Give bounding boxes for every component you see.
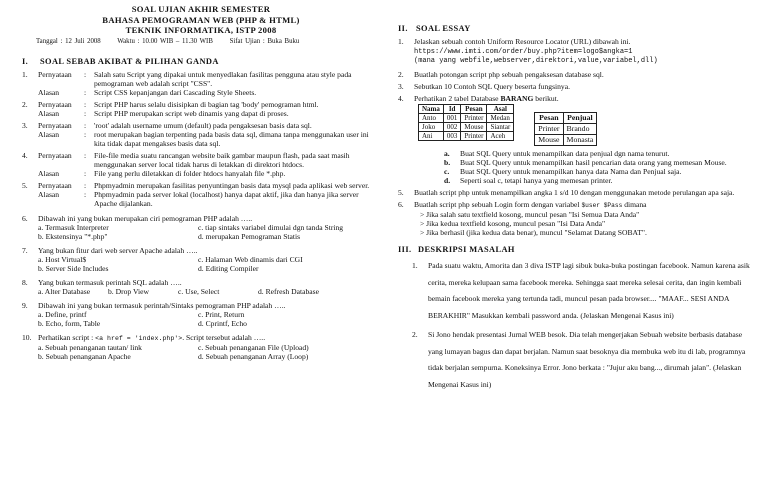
statement-text: File-file media suatu rancangan website baik gambar maupun flash, pada saat masih menggunakan server local tidak harus di letakkan di direktori htdocs. <box>94 150 350 169</box>
url-parts-hint: (mana yang webfile,webserver,direktori,value,variabel,dll) <box>414 57 658 65</box>
exam-nature: Sifat Ujian : Buka Buku <box>229 37 300 45</box>
answer-option: b. Ekstensinya "*.php" <box>38 231 108 241</box>
reason-label: Alasan <box>38 168 60 178</box>
essay-question: 2. Buatlah potongan script php sebuah pengaksesan database sql. <box>398 70 604 79</box>
table-cell: Medan <box>487 114 514 123</box>
case-description <box>412 258 753 324</box>
table-cell: Printer <box>461 132 487 141</box>
table-cell: Anto <box>419 114 444 123</box>
penjual-table <box>534 112 597 146</box>
table-cell: Printer <box>535 124 563 135</box>
sub-question <box>444 167 753 176</box>
answer-option: d. Editing Compiler <box>198 263 259 273</box>
condition-line: > Jika salah satu textfield kosong, muncul pesan "Isi Semua Data Anda" <box>420 210 640 219</box>
section2-heading: II. SOAL ESSAY <box>398 24 471 33</box>
course-title: BAHASA PEMOGRAMAN WEB (PHP & HTML) <box>102 14 300 25</box>
statement-label: Pernyataan <box>38 180 72 190</box>
question-number: 2. <box>22 99 28 109</box>
sub-letter: a. <box>444 149 450 158</box>
table-row <box>419 114 514 123</box>
cause-effect-list <box>22 70 380 208</box>
table-cell: Siantar <box>487 123 514 132</box>
answer-options <box>38 310 380 328</box>
table-cell: 003 <box>443 132 461 141</box>
question-text: Dibawah ini yang bukan termasuk perintah/Sintaks pemograman PHP adalah ….. <box>38 300 286 310</box>
statement-question: 3. Pernyataan : 'root' adalah username umum (default) pada pengaksesan basis data sql. Alasan : root merupakan bagian terpenting pada basis data sql, dimana tanpa menggunakan user ini kita tidak dapat mengakses basis data sql. <box>22 121 380 148</box>
column-header: Asal <box>487 105 514 114</box>
statement-text: 'root' adalah username umum (default) pada pengaksesan basis data sql. <box>94 120 312 130</box>
section1-heading: I. SOAL SEBAB AKIBAT & PILIHAN GANDA <box>22 56 219 66</box>
answer-option: a. Host Virtual$ <box>38 254 87 264</box>
column-header: Nama <box>419 105 444 114</box>
answer-option: d. Cprintf, Echo <box>198 318 247 328</box>
reason-label: Alasan <box>38 189 60 199</box>
reason-label: Alasan <box>38 87 60 97</box>
essay-question: 6. Buatlah script php sebuah Login form dengan variabel $user $Pass dimana > Jika salah satu textfield kosong, muncul pesan "Isi Semua Data Anda" > Jika kedua textfield kosong, muncul pesan "Isi Data Anda" > Jika berhasil (jika kedua data benar), muncul "Selamat Datang SOBAT". <box>398 200 753 237</box>
column-header: Penjual <box>563 113 597 124</box>
answer-option: d. Refresh Database <box>258 286 319 296</box>
question-number: 10. <box>22 332 32 342</box>
table-row <box>535 124 597 135</box>
case-list <box>398 258 753 393</box>
exam-header <box>22 4 380 45</box>
column-header: Pesan <box>535 113 563 124</box>
statement-question: 2. Pernyataan : Script PHP harus selalu disisipkan di bagian tag 'body' pemograman html. Alasan : Script PHP merupakan script web dinamis yang dapat di proses. <box>22 99 319 118</box>
question-number: 9. <box>22 300 28 310</box>
table-header-row <box>419 105 514 114</box>
sub-question <box>444 158 753 167</box>
question-number: 7. <box>22 245 28 255</box>
statement-text: Salah satu Script yang dipakai untuk menyedlakan fasilitas pengguna atau style pada pemograman web adalah script "CSS". <box>94 69 352 88</box>
example-url: https://www.imti.com/order/buy.php?item=logo$angka=1 <box>414 48 633 56</box>
question-number: 6. <box>22 213 28 223</box>
question-number: 8. <box>22 277 28 287</box>
table-row <box>419 132 514 141</box>
case-text: Pada suatu waktu, Amorita dan 3 diva ISTP lagi sibuk buka-buka postingan facebook. Namun karena asik cerita, mereka kelupaan sama facebook mereka. Sehingga saat mereka selesai cerita, dan ingin kembali bemain facebook mereka yang tertunda tadi, muncul pesan pada browser.... "MAAF... SESI ANDA BERAKHIR" Masukkan kembali password anda. (Jelaskan Mengenai Kasus ini) <box>428 261 750 320</box>
statement-text: Phpmyadmin merupakan fasilitas penyuntingan basis data mysql pada aplikasi web server. <box>94 180 370 190</box>
reason-label: Alasan <box>38 129 60 139</box>
multiple-choice-question <box>22 278 380 296</box>
answer-options <box>38 255 380 273</box>
question-number: 1. <box>22 69 28 79</box>
exam-time: Waktu : 10.00 WIB – 11.30 WIB <box>117 37 213 45</box>
question-number: 3. <box>22 120 28 130</box>
table-cell: Monasta <box>563 135 597 146</box>
exam-meta <box>36 38 380 45</box>
condition-line: > Jika berhasil (jika kedua data benar), muncul "Selamat Datang SOBAT". <box>420 228 647 237</box>
sub-text: Seperti soal c, tetapi hanya yang memesan printer. <box>460 176 613 185</box>
table-cell: Brando <box>563 124 597 135</box>
answer-option: a. Alter Database <box>38 286 91 296</box>
table-cell: Ani <box>419 132 444 141</box>
sub-letter: d. <box>444 176 451 185</box>
case-description <box>412 327 753 393</box>
question-number: 1. <box>412 261 418 270</box>
table-row <box>419 123 514 132</box>
table-cell: Mouse <box>461 123 487 132</box>
case-text: Si Jono hendak presentasi Jurnal WEB besok. Dia telah mengerjakan Sebuah website berbasis database yang lumayan bagus dan dapat berjalan. Namun saat besoknya dia membuka web itu di lab, programnya tidak berjalan sempurna. Koneksinya Error. Jono berkata : "Jujur aku bang..., dirumah jalan". (Jelaskan Mengenai Kasus ini) <box>428 330 746 389</box>
table-cell: 002 <box>443 123 461 132</box>
answer-option: c. tiap sintaks variabel dimulai dgn tanda String <box>198 222 344 232</box>
sub-question <box>444 176 753 185</box>
sub-text: Buat SQL Query untuk menampilkan hanya data Nama dan Penjual saja. <box>460 167 682 176</box>
right-column <box>398 0 753 396</box>
question-text: . Script tersebut adalah ….. <box>182 332 266 342</box>
exam-title: SOAL UJIAN AKHIR SEMESTER <box>131 4 271 14</box>
answer-options <box>38 343 380 361</box>
essay-question: 3. Sebutkan 10 Contoh SQL Query beserta fungsinya. <box>398 82 570 91</box>
multiple-choice-question <box>22 333 380 361</box>
sub-text: Buat SQL Query untuk menampilkan hasil pencarian data orang yang memesan Mouse. <box>460 158 727 167</box>
answer-options <box>38 223 380 241</box>
code-snippet: <a href = 'index.php'> <box>95 334 183 342</box>
reason-text: Script CSS kepanjangan dari Cascading Style Sheets. <box>94 87 257 97</box>
department-title: TEKNIK INFORMATIKA, ISTP 2008 <box>125 25 277 35</box>
statement-label: Pernyataan <box>38 120 72 130</box>
exam-date: Tanggal : 12 Juli 2008 <box>36 37 101 45</box>
table-cell: Mouse <box>535 135 563 146</box>
table-cell: Printer <box>461 114 487 123</box>
answer-option: b. Sebuah penanganan Apache <box>38 351 131 361</box>
answer-option: b. Server Side Includes <box>38 263 109 273</box>
answer-option: b. Drop View <box>108 286 149 296</box>
multiple-choice-question <box>22 301 380 328</box>
table-cell: 001 <box>443 114 461 123</box>
sub-text: Buat SQL Query untuk menampilkan data penjual dgn nama tenurut. <box>460 149 670 158</box>
answer-option: a. Define, printf <box>38 309 87 319</box>
section3-heading: III. DESKRIPSI MASALAH <box>398 245 515 254</box>
question-number: 4. <box>22 150 28 160</box>
sub-letter: b. <box>444 158 451 167</box>
table-row <box>535 135 597 146</box>
answer-option: a. Termasuk Interpreter <box>38 222 109 232</box>
question-text: Dibawah ini yang bukan merupakan ciri pemograman PHP adalah ….. <box>38 213 253 223</box>
statement-question: 4. Pernyataan : File-file media suatu rancangan website baik gambar maupun flash, pada saat masih menggunakan server local tidak harus di letakkan di direktori htdocs. Alasan : File yang perlu diletakkan di folder htdocs hanyalah file *.php. <box>22 151 380 178</box>
answer-option: c. Use, Select <box>178 286 220 296</box>
multiple-choice-question <box>22 214 380 241</box>
sub-question-list <box>444 149 753 185</box>
column-header: Id <box>443 105 461 114</box>
essay-question: 1. Jelaskan sebuah contoh Uniform Resource Locator (URL) dibawah ini. https://www.imti.com/order/buy.php?item=logo$angka=1 (mana yang webfile,webserver,direktori,value,variabel,dll) <box>398 37 753 66</box>
table-cell: Aceh <box>487 132 514 141</box>
column-header: Pesan <box>461 105 487 114</box>
statement-question: 5. Pernyataan : Phpmyadmin merupakan fasilitas penyuntingan basis data mysql pada aplikasi web server. Alasan : Phpmyadmin pada server lokal (localhost) hanya dapat aktif, jika dan hanya jika server Apache dijalankan. <box>22 181 380 208</box>
answer-option: d. merupakan Pemograman Statis <box>198 231 301 241</box>
essay-question: 4. Perhatikan 2 tabel Database BARANG berikut. Nama Id Pesan Asal Anto 001 Printer Medan Joko 002 Mouse Siantar Ani 003 Printer Aceh Pesan Penjual Printer Brando Mouse Monasta a. Buat SQL Query untuk menampilkan data penjual dgn nama tenurut. b. Buat SQL Query untuk menampilkan hasil pencarian data orang yang memesan Mouse. c. Buat SQL Query untuk menampilkan hanya data Nama dan Penjual saja. d. Seperti soal c, tetapi hanya yang memesan printer. <box>398 94 753 185</box>
question-number: 2. <box>412 330 418 339</box>
answer-option: c. Halaman Web dinamis dari CGI <box>198 254 303 264</box>
reason-text: root merupakan bagian terpenting pada basis data sql, dimana tanpa menggunakan user ini kita tidak dapat mengakses basis data sql. <box>94 129 369 148</box>
statement-label: Pernyataan <box>38 150 72 160</box>
multiple-choice-question <box>22 246 380 273</box>
question-text: Yang bukan fitur dari web server Apache adalah ….. <box>38 245 198 255</box>
reason-text: File yang perlu diletakkan di folder htdocs hanyalah file *.php. <box>94 168 286 178</box>
answer-option: c. Sebuah penanganan File (Upload) <box>198 342 309 352</box>
answer-option: b. Echo, form, Table <box>38 318 101 328</box>
answer-option: a. Sebuah penanganan tautan/ link <box>38 342 142 352</box>
multiple-choice-list <box>22 214 380 361</box>
question-text: Perhatikan script : <box>38 332 96 342</box>
sub-question <box>444 149 753 158</box>
sub-letter: c. <box>444 167 450 176</box>
barang-table <box>418 104 514 141</box>
answer-option: c. Print, Return <box>198 309 245 319</box>
table-cell: Joko <box>419 123 444 132</box>
statement-label: Pernyataan <box>38 69 72 79</box>
table-header-row <box>535 113 597 124</box>
reason-text: Phpmyadmin pada server lokal (localhost) hanya dapat aktif, jika dan hanya jika server Apache dijalankan. <box>94 189 359 208</box>
reason-text: Script PHP merupakan script web dinamis yang dapat di proses. <box>94 108 289 118</box>
question-number: 5. <box>22 180 28 190</box>
left-column <box>22 0 380 366</box>
statement-text: Script PHP harus selalu disisipkan di bagian tag 'body' pemograman html. <box>94 99 319 109</box>
statement-question: 1. Pernyataan : Salah satu Script yang dipakai untuk menyedlakan fasilitas pengguna atau style pada pemograman web adalah script "CSS". Alasan : Script CSS kepanjangan dari Cascading Style Sheets. <box>22 70 380 97</box>
answer-option: d. Sebuah penanganan Array (Loop) <box>198 351 309 361</box>
condition-line: > Jika kedua textfield kosong, muncul pesan "Isi Data Anda" <box>420 219 606 228</box>
question-text: Yang bukan termasuk perintah SQL adalah ….. <box>38 277 182 287</box>
answer-options <box>38 287 380 296</box>
essay-question: 5. Buatlah script php untuk menampilkan angka 1 s/d 10 dengan menggunakan metode perulangan apa saja. <box>398 188 735 197</box>
statement-label: Pernyataan <box>38 99 72 109</box>
reason-label: Alasan <box>38 108 60 118</box>
